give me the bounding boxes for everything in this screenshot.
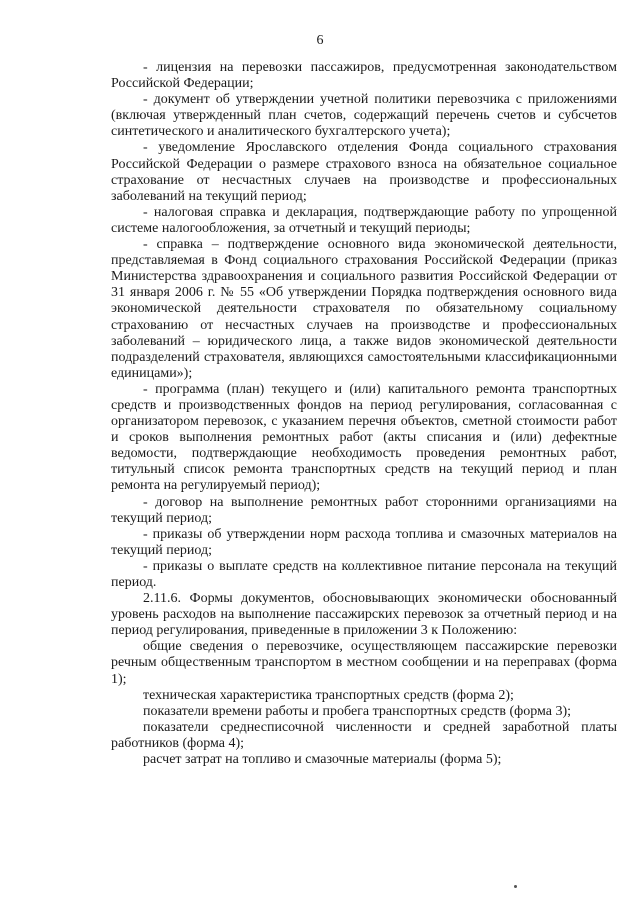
paragraph-fuel-norms: - приказы об утверждении норм расхода топлива и смазочных материалов на текущий период; [111,526,617,558]
paragraph-repair-contract: - договор на выполнение ремонтных работ сторонними организациями на текущий период; [111,494,617,526]
page-number: 6 [316,33,324,48]
paragraph-form-3: показатели времени работы и пробега транспортных средств (форма 3); [143,703,572,719]
paragraph-tax-certificate: - налоговая справка и декларация, подтверждающие работу по упрощенной системе налогообложения, за отчетный и текущий периоды; [111,204,617,236]
paragraph-section-2-11-6: 2.11.6. Формы документов, обосновывающих экономически обоснованный уровень расходов на выполнение пассажирских перевозок за отчетный период и на период регулирования, приведенные в приложении 3 к Положению: [111,591,617,639]
document-body [111,60,617,768]
scan-speck [514,885,517,888]
paragraph-activity-confirmation: - справка – подтверждение основного вида экономической деятельности, представляемая в Фонд социального страхования Российской Федерации (приказ Министерства здравоохранения и социального развития Российской Федерации от 31 января 2006 г. № 55 «Об утверждении Порядка подтверждения основного вида экономической деятельности страхователя по обязательному социальному страхованию от несчастных случаев на производстве и профессиональных заболеваний – юридического лица, а также видов экономической деятельности подразделений страхователя, являющихся самостоятельными классификационными единицами»); [111,237,617,381]
paragraph-license: - лицензия на перевозки пассажиров, предусмотренная законодательством Российской Федерации; [111,60,617,92]
paragraph-meal-orders: - приказы о выплате средств на коллективное питание персонала на текущий период. [111,558,617,590]
paragraph-form-4: показатели среднесписочной численности и средней заработной платы работников (форма 4); [111,719,617,751]
paragraph-accounting-policy: - документ об утверждении учетной политики перевозчика с приложениями (включая утвержденный план счетов, содержащий перечень счетов и субсчетов синтетического и аналитического бухгалтерского учета); [111,92,617,140]
paragraph-form-2: техническая характеристика транспортных средств (форма 2); [143,687,514,703]
paragraph-form-5: расчет затрат на топливо и смазочные материалы (форма 5); [143,752,502,768]
paragraph-insurance-notice: - уведомление Ярославского отделения Фонда социального страхования Российской Федерации о размере страхового взноса на обязательное социальное страхование от несчастных случаев на производстве и профессиональных заболеваний на текущий период; [111,140,617,204]
paragraph-form-1: общие сведения о перевозчике, осуществляющем пассажирские перевозки речным общественным транспортом в местном сообщении и на переправах (форма 1); [111,639,617,687]
paragraph-repair-program: - программа (план) текущего и (или) капитального ремонта транспортных средств и производственных фондов на период регулирования, согласованная с организатором перевозок, с указанием перечня объектов, сметной стоимости работ и сроков выполнения ремонтных работ (акты списания и (или) дефектные ведомости, подтверждающие необходимость проведения ремонтных работ, титульный список ремонта транспортных средств на текущий период и план ремонта на регулируемый период); [111,381,617,494]
